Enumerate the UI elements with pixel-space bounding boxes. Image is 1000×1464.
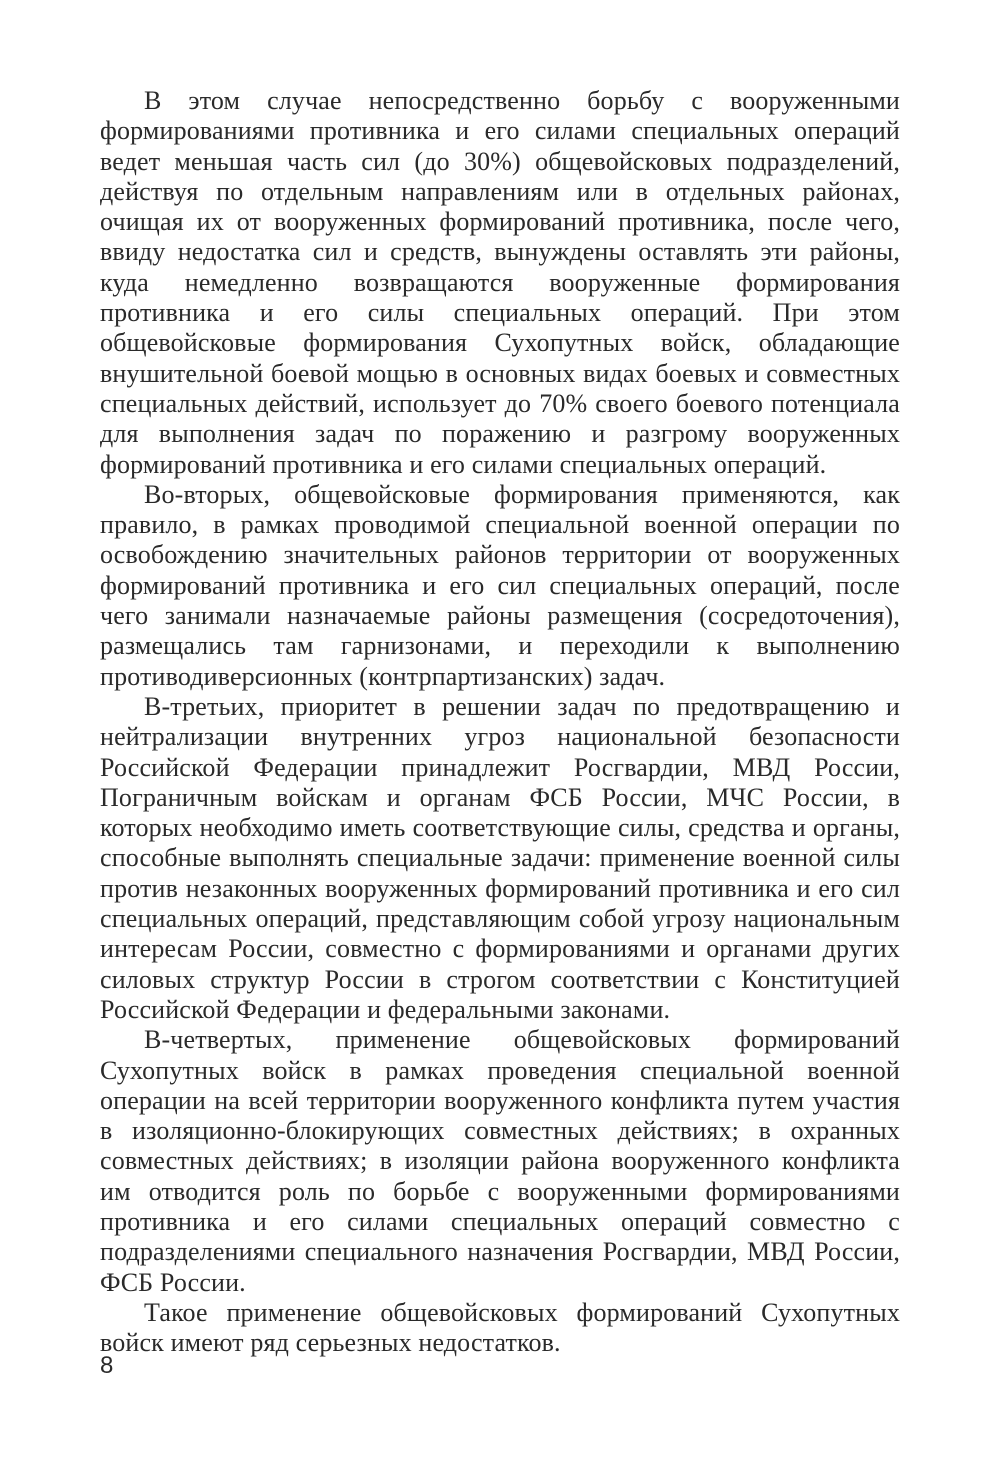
paragraph-4: В-четвертых, применение общевойсковых формирований Сухопутных войск в рамках проведения специальной военной операции на всей территории вооруженного конфликта путем участия в изоляционно-блокирующих совместных действиях; в охранных совместных действиях; в изоляции района вооруженного конфликта им отводится роль по борьбе с вооруженными формированиями противника и его силами специальных операций совместно с подразделениями специального назначения Росгвардии, МВД России, ФСБ России. — [100, 1025, 900, 1297]
page-number: 8 — [100, 1352, 114, 1379]
paragraph-2: Во-вторых, общевойсковые формирования применяются, как правило, в рамках проводимой специальной военной операции по освобождению значительных районов территории от вооруженных формирований противника и его сил специальных операций, после чего занимали назначаемые районы размещения (сосредоточения), размещались там гарнизонами, и переходили к выполнению противодиверсионных (контрпартизанских) задач. — [100, 479, 900, 691]
paragraph-5: Такое применение общевойсковых формирований Сухопутных войск имеют ряд серьезных недостатков. — [100, 1297, 900, 1358]
paragraph-1: В этом случае непосредственно борьбу с вооруженными формированиями противника и его силами специальных операций ведет меньшая часть сил (до 30%) общевойсковых подразделений, действуя по отдельным направлениям или в отдельных районах, очищая их от вооруженных формирований противника, после чего, ввиду недостатка сил и средств, вынуждены оставлять эти районы, куда немедленно возвращаются вооруженные формирования противника и его силы специальных операций. При этом общевойсковые формирования Сухопутных войск, обладающие внушительной боевой мощью в основных видах боевых и совместных специальных действий, использует до 70% своего боевого потенциала для выполнения задач по поражению и разгрому вооруженных формирований противника и его силами специальных операций. — [100, 86, 900, 479]
body-text — [100, 86, 900, 1358]
paragraph-3: В-третьих, приоритет в решении задач по предотвращению и нейтрализации внутренних угроз национальной безопасности Российской Федерации принадлежит Росгвардии, МВД России, Пограничным войскам и органам ФСБ России, МЧС России, в которых необходимо иметь соответствующие силы, средства и органы, способные выполнять специальные задачи: применение военной силы против незаконных вооруженных формирований противника и его сил специальных операций, представляющим собой угрозу национальным интересам России, совместно с формированиями и органами других силовых структур России в строгом соответствии с Конституцией Российской Федерации и федеральными законами. — [100, 691, 900, 1024]
